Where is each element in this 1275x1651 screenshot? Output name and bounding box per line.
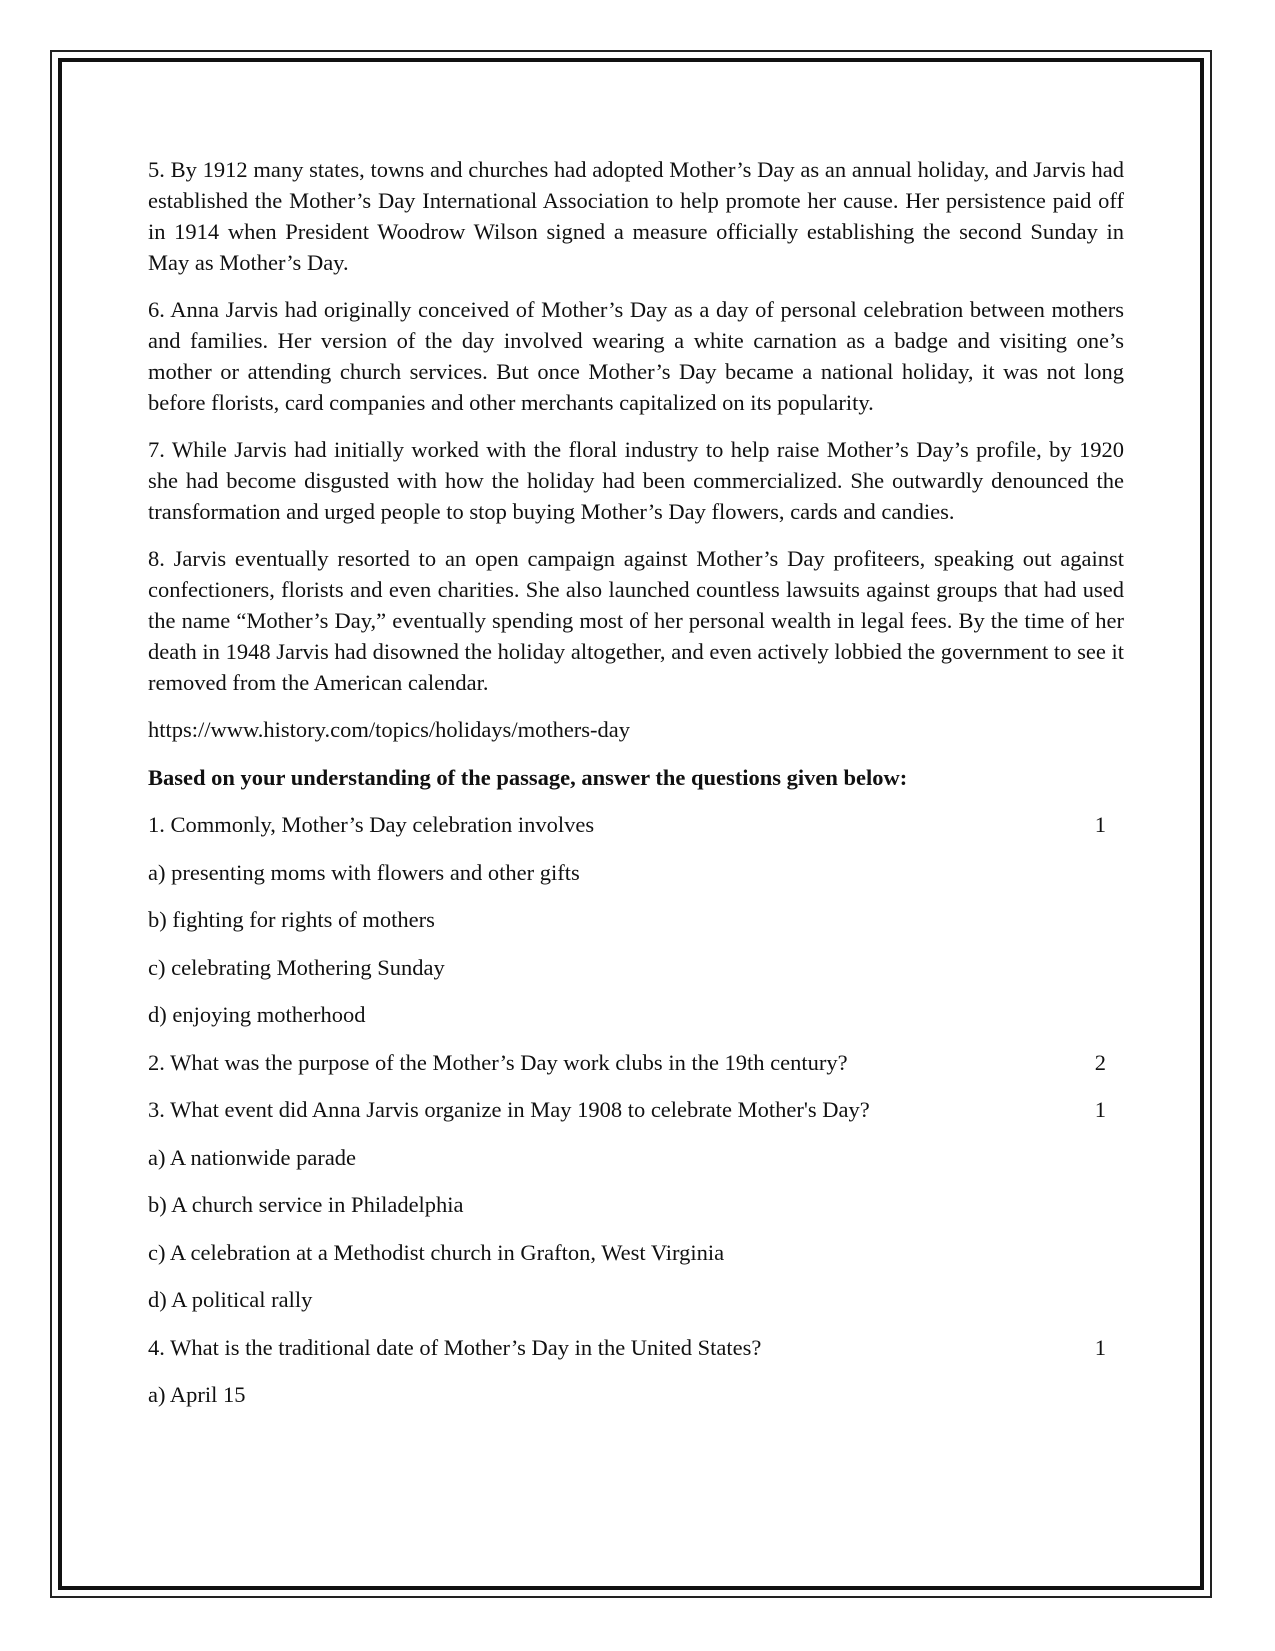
question-3-option-a: a) A nationwide parade bbox=[148, 1144, 357, 1170]
questions-instruction: Based on your understanding of the passage, answer the questions given below: bbox=[148, 764, 908, 790]
question-1-option-d: d) enjoying motherhood bbox=[148, 1002, 366, 1027]
source-url: https://www.history.com/topics/holidays/mothers-day bbox=[148, 717, 631, 742]
question-1-option-c: c) celebrating Mothering Sunday bbox=[148, 954, 445, 980]
question-4 bbox=[148, 1332, 1124, 1363]
question-1-marks: 1 bbox=[1094, 812, 1106, 837]
question-1-option-b: b) fighting for rights of mothers bbox=[148, 907, 435, 932]
question-2-marks: 2 bbox=[1094, 1049, 1106, 1075]
question-1-option-a: a) presenting moms with flowers and other gifts bbox=[148, 859, 580, 885]
question-3-option-c: c) A celebration at a Methodist church in Grafton, West Virginia bbox=[148, 1239, 725, 1265]
question-1-text: 1. Commonly, Mother’s Day celebration involves bbox=[148, 812, 595, 837]
question-4-option-a: a) April 15 bbox=[148, 1382, 246, 1407]
passage-paragraph-5: 5. By 1912 many states, towns and churches had adopted Mother’s Day as an annual holiday, and Jarvis had established the Mother’s Day International Association to help promote her cause. Her persistence paid off in 1914 when President Woodrow Wilson signed a measure officially establishing the second Sunday in May as Mother’s Day. bbox=[148, 157, 1124, 275]
question-2-text: 2. What was the purpose of the Mother’s Day work clubs in the 19th century? bbox=[148, 1049, 848, 1075]
passage-paragraph-6: 6. Anna Jarvis had originally conceived of Mother’s Day as a day of personal celebration between mothers and families. Her version of the day involved wearing a white carnation as a badge and visiting one’s mother or attending church services. But once Mother’s Day became a national holiday, it was not long before florists, card companies and other merchants capitalized on its popularity. bbox=[148, 297, 1124, 415]
question-3-text: 3. What event did Anna Jarvis organize in May 1908 to celebrate Mother's Day? bbox=[148, 1097, 870, 1122]
question-4-marks: 1 bbox=[1094, 1334, 1106, 1360]
question-3-option-b: b) A church service in Philadelphia bbox=[148, 1192, 464, 1217]
question-3-marks: 1 bbox=[1094, 1097, 1106, 1122]
question-2 bbox=[148, 1047, 1124, 1078]
passage-paragraph-8: 8. Jarvis eventually resorted to an open campaign against Mother’s Day profiteers, speaking out against confectioners, florists and even charities. She also launched countless lawsuits against groups that had used the name “Mother’s Day,” eventually spending most of her personal wealth in legal fees. By the time of her death in 1948 Jarvis had disowned the holiday altogether, and even actively lobbied the government to see it removed from the American calendar. bbox=[148, 546, 1124, 695]
question-3 bbox=[148, 1094, 1124, 1125]
passage-paragraph-7: 7. While Jarvis had initially worked with the floral industry to help raise Mother’s Day’s profile, by 1920 she had become disgusted with how the holiday had been commercialized. She outwardly denounced the transformation and urged people to stop buying Mother’s Day flowers, cards and candies. bbox=[148, 437, 1124, 524]
question-3-option-d: d) A political rally bbox=[148, 1287, 313, 1312]
page-content bbox=[148, 154, 1124, 1427]
question-4-text: 4. What is the traditional date of Mother’s Day in the United States? bbox=[148, 1334, 762, 1360]
question-1 bbox=[148, 809, 1124, 840]
